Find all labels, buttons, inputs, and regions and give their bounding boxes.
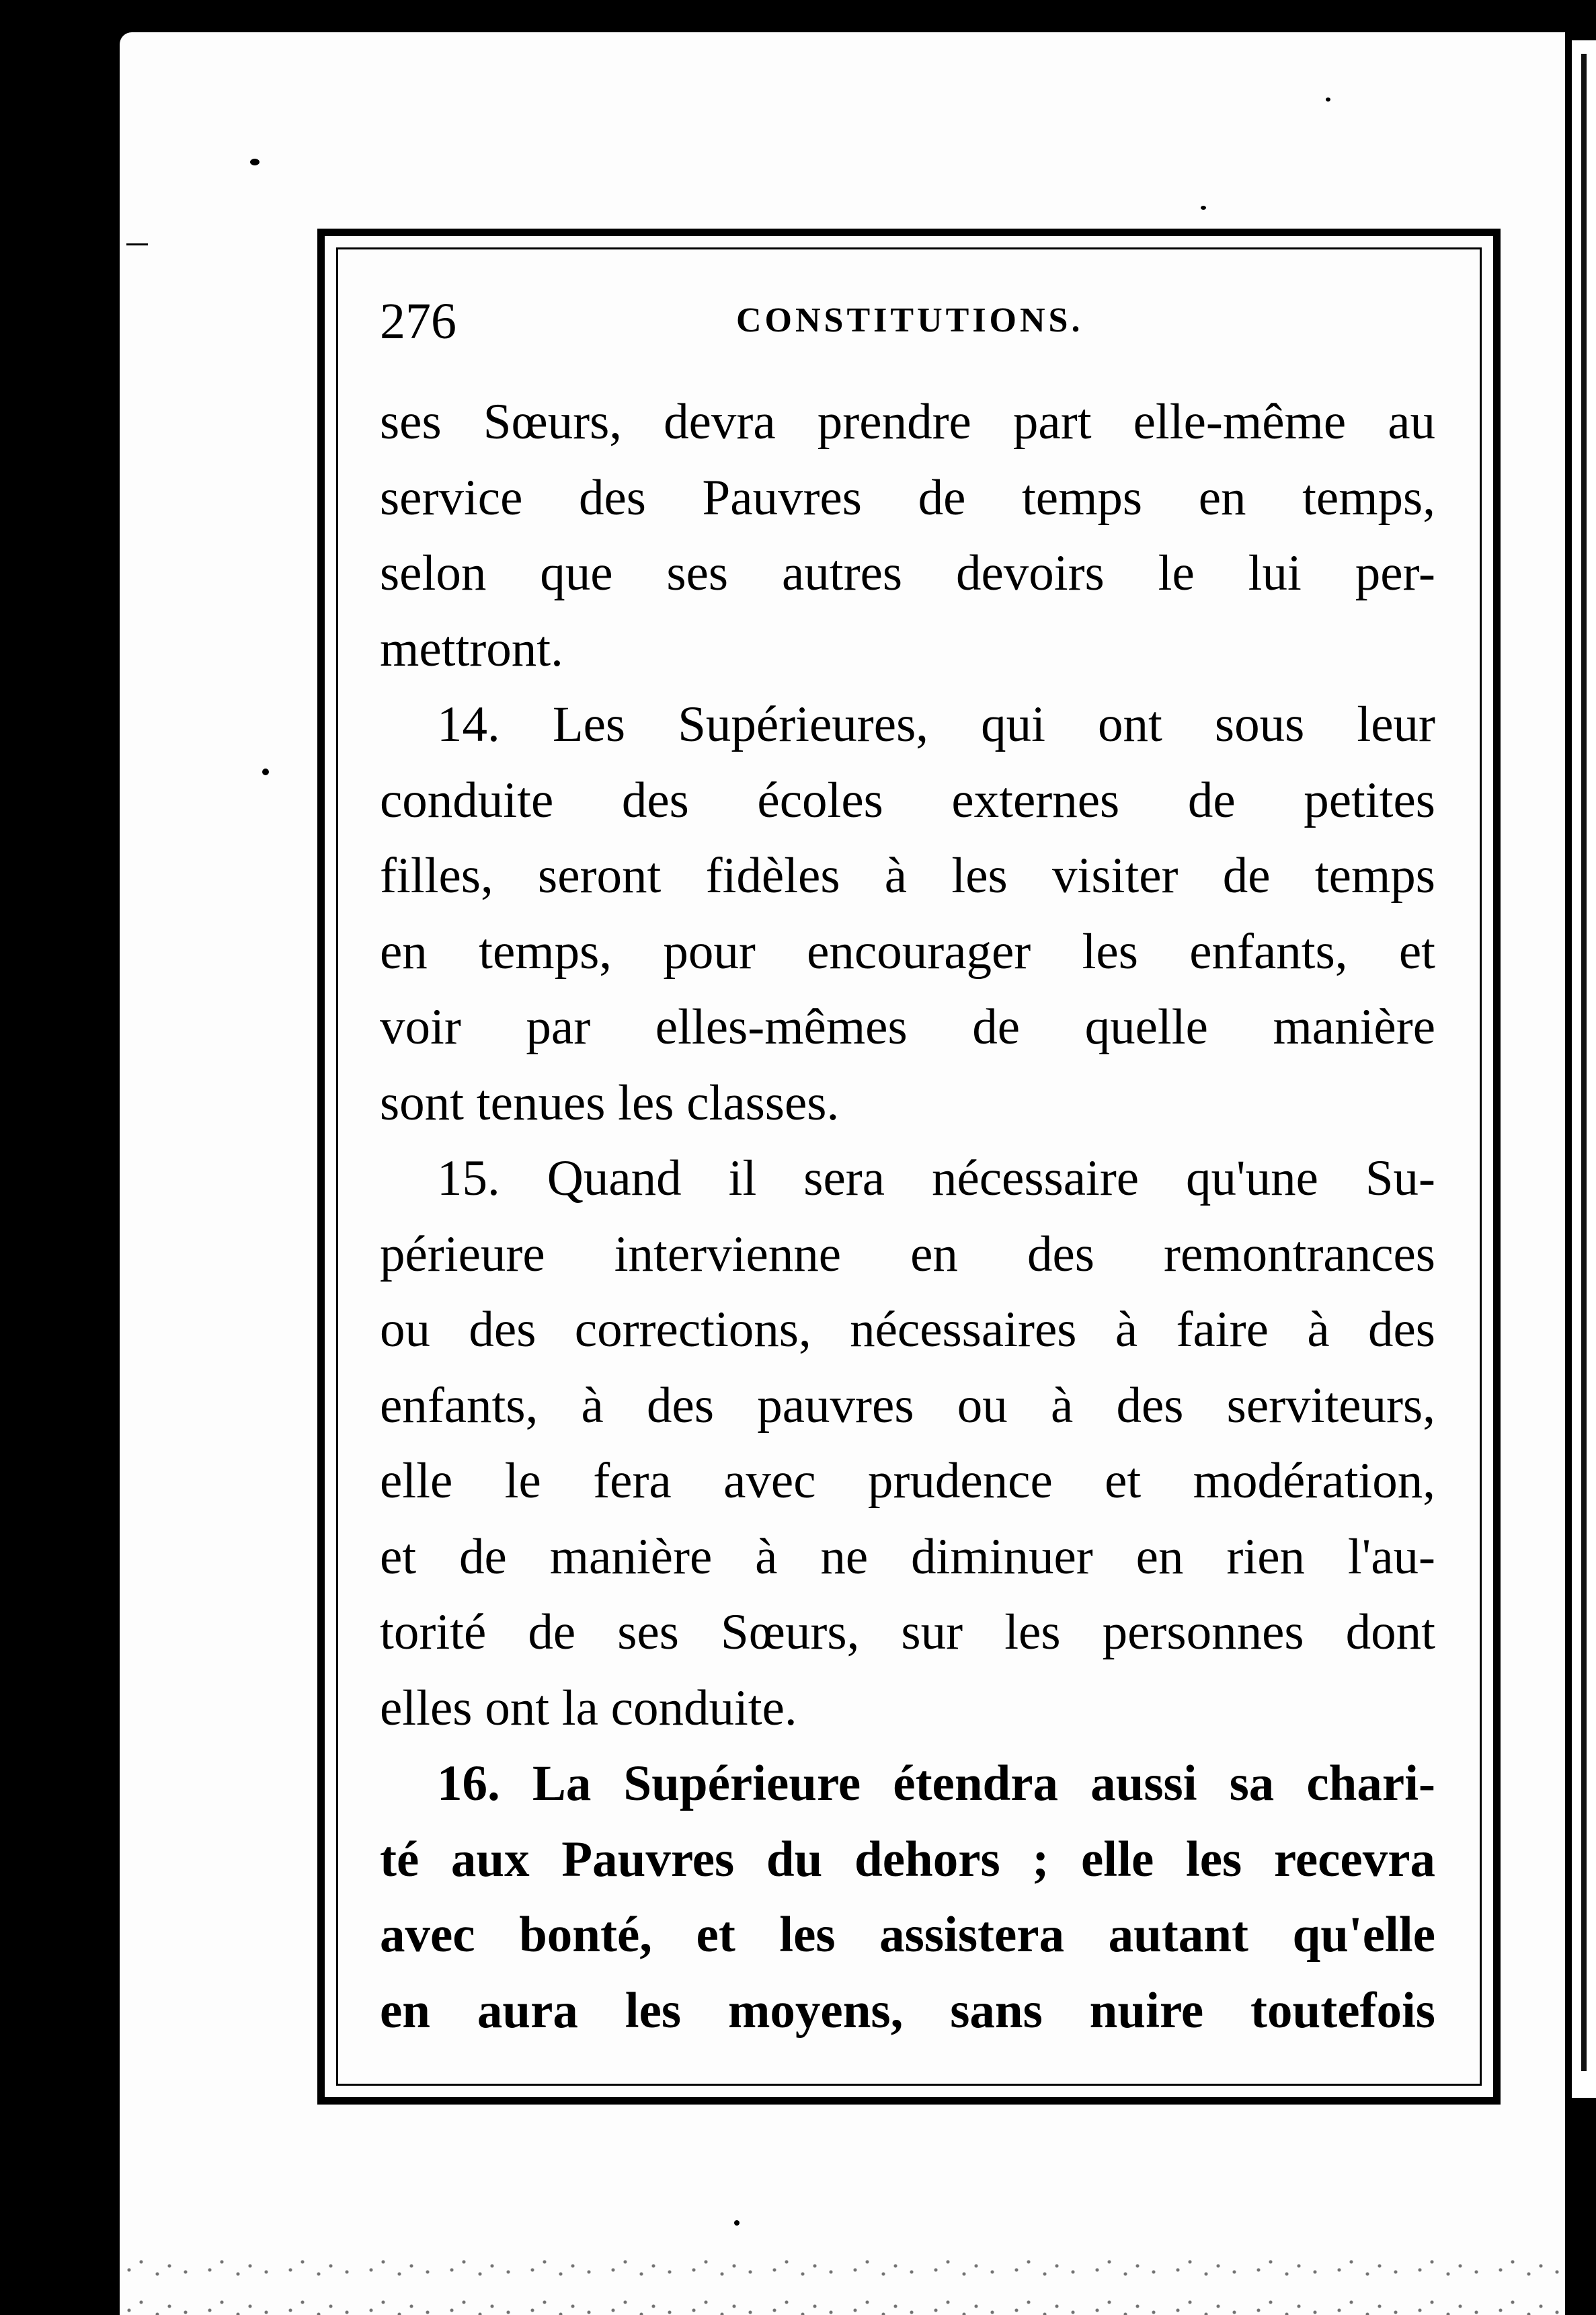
text-line: conduite des écoles externes de petites [380, 772, 1435, 828]
text-line: avec bonté, et les assistera autant qu'elle [380, 1907, 1435, 1963]
page-header [380, 286, 1442, 360]
scan-speck [734, 2220, 740, 2226]
running-head: CONSTITUTIONS. [736, 301, 1084, 340]
next-page-edge-rule [1581, 54, 1587, 2071]
scan-speck [250, 159, 260, 165]
text-line: et de manière à ne diminuer en rien l'au- [380, 1528, 1435, 1585]
text-line: 16. La Supérieure étendra aussi sa chari- [437, 1756, 1435, 1811]
text-line: 14. Les Supérieures, qui ont sous leur [437, 697, 1435, 752]
text-line: ou des corrections, nécessaires à faire à des [380, 1302, 1435, 1358]
text-line: service des Pauvres de temps en temps, [380, 469, 1435, 526]
paragraph-16 [380, 1746, 1435, 2049]
text-line: périeure intervienne en des remontrances [380, 1226, 1435, 1282]
scan-dust [121, 2246, 1566, 2315]
text-line: en aura les moyens, sans nuire toutefois [380, 1982, 1435, 2039]
paragraph-14 [380, 687, 1435, 1141]
scan-speck [262, 769, 269, 775]
paragraph-continued [380, 385, 1435, 687]
text-line: 15. Quand il sera nécessaire qu'une Su- [437, 1150, 1435, 1206]
body-text [380, 385, 1435, 2049]
text-line: filles, seront fidèles à les visiter de temps [380, 848, 1435, 904]
text-line: elles ont la conduite. [380, 1680, 797, 1736]
text-line: té aux Pauvres du dehors ; elle les recevra [380, 1831, 1435, 1887]
scan-speck [1201, 206, 1206, 210]
page-number: 276 [380, 293, 456, 350]
text-line: enfants, à des pauvres ou à des serviteurs, [380, 1377, 1435, 1434]
text-line: torité de ses Sœurs, sur les personnes dont [380, 1604, 1435, 1660]
text-line: mettront. [380, 621, 563, 677]
scan-speck [1326, 97, 1330, 102]
text-line: selon que ses autres devoirs le lui per- [380, 545, 1435, 601]
scan-speck [126, 243, 148, 245]
paragraph-15 [380, 1141, 1435, 1746]
text-line: ses Sœurs, devra prendre part elle-même au [380, 394, 1435, 450]
text-line: en temps, pour encourager les enfants, et [380, 923, 1435, 980]
text-line: sont tenues les classes. [380, 1074, 840, 1131]
text-line: elle le fera avec prudence et modération, [380, 1453, 1435, 1509]
text-line: voir par elles-mêmes de quelle manière [380, 999, 1435, 1055]
